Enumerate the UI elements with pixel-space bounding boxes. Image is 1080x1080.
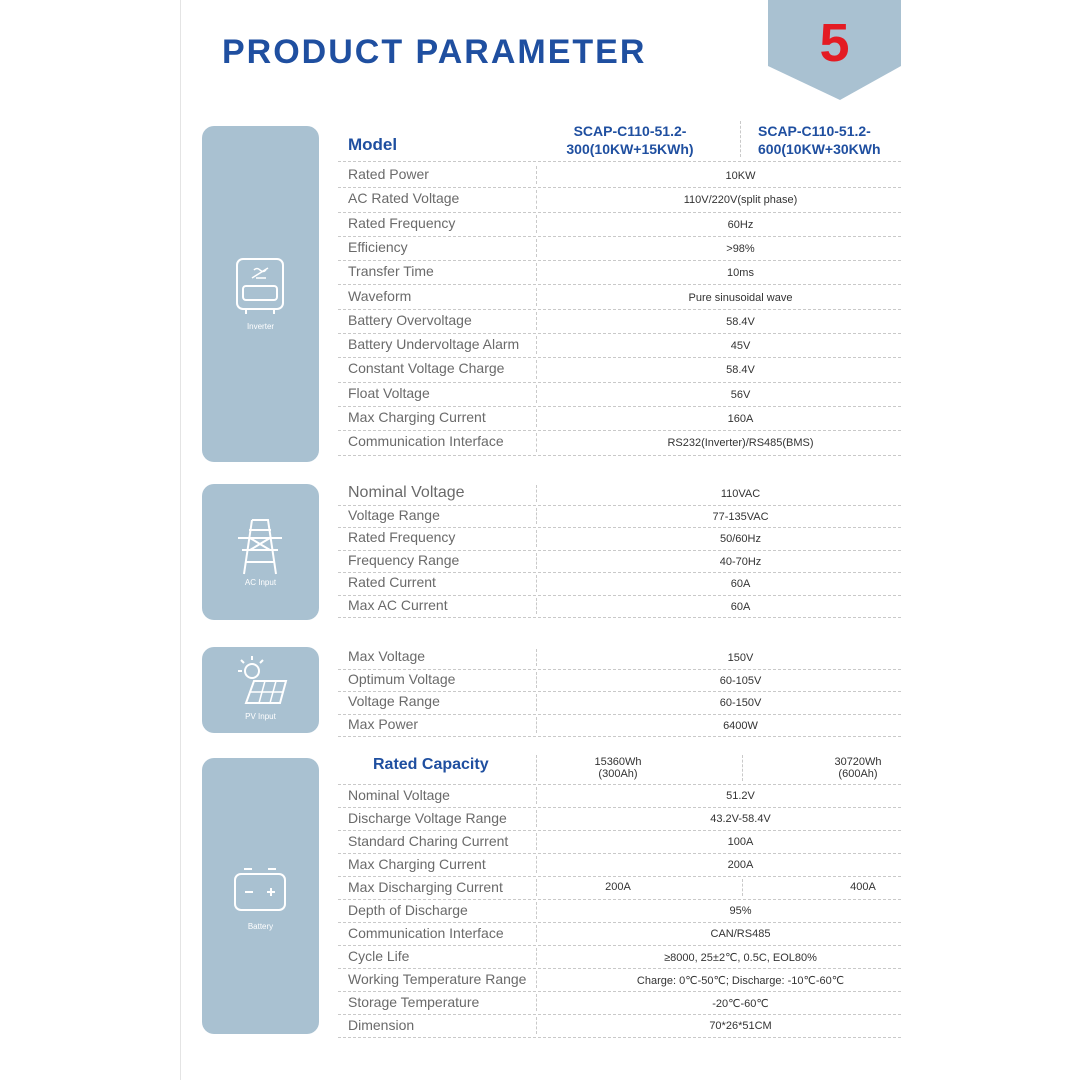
row-divider [536, 649, 537, 666]
table-row [338, 236, 901, 261]
row-value: 60Hz [727, 218, 754, 231]
page-number-badge [768, 0, 901, 100]
row-divider [536, 239, 537, 257]
model-2 [758, 122, 901, 158]
table-row [338, 260, 901, 285]
row-value: 51.2V [726, 790, 755, 802]
inverter-icon [232, 256, 288, 316]
battery-icon [232, 864, 288, 916]
row-divider [536, 508, 537, 525]
row-value: 60A [730, 578, 751, 590]
capacity-divider-mid [742, 755, 743, 781]
model-label: Model [348, 135, 398, 154]
row-label: AC Rated Voltage [348, 190, 460, 207]
row-value: 58.4V [726, 315, 755, 328]
row-label: Rated Frequency [348, 214, 456, 231]
row-divider [536, 925, 537, 942]
table-row [338, 285, 901, 310]
table-row [338, 430, 901, 455]
table-row [338, 406, 901, 431]
row-value: CAN/RS485 [710, 928, 771, 940]
battery-caption: Battery [247, 922, 274, 931]
row-divider [536, 694, 537, 711]
row-value: 10KW [725, 170, 756, 182]
row-value: RS232(Inverter)/RS485(BMS) [667, 437, 814, 450]
row-divider [536, 166, 537, 184]
table-row [338, 807, 901, 831]
table-row [338, 212, 901, 237]
row-label: Nominal Voltage [348, 787, 450, 803]
row-divider [536, 787, 537, 804]
capacity-divider-left [536, 755, 537, 781]
row-divider [536, 717, 537, 734]
row-divider [536, 948, 537, 965]
ac-input-caption: AC Input [244, 578, 277, 587]
row-divider [536, 263, 537, 281]
capacity-2 [818, 756, 898, 780]
capacity-2-line1: 30720Wh [834, 756, 882, 768]
row-value: -20℃-60℃ [712, 998, 769, 1010]
row-divider [536, 1017, 537, 1034]
table-row [338, 945, 901, 969]
table-row [338, 505, 901, 529]
table-row [338, 357, 901, 382]
row-divider [536, 879, 537, 896]
row-value: 150V [727, 652, 754, 664]
row-label: Max Power [348, 715, 419, 732]
row-value: 50/60Hz [720, 533, 761, 545]
row-label: Storage Temperature [348, 994, 480, 1010]
row-value: 6400W [723, 719, 758, 732]
row-divider [536, 485, 537, 502]
inverter-caption: Inverter [246, 322, 275, 331]
solar-panel-icon [232, 653, 288, 709]
row-label: Optimum Voltage [348, 670, 456, 687]
row-label: Nominal Voltage [348, 484, 465, 501]
model-divider [740, 121, 741, 157]
row-divider [536, 598, 537, 615]
row-divider [536, 902, 537, 919]
row-label: Battery Undervoltage Alarm [348, 336, 520, 353]
battery-table [338, 752, 901, 1040]
capacity-header-row [338, 752, 901, 785]
row-divider [536, 971, 537, 988]
table-row [338, 482, 901, 506]
table-row [338, 187, 901, 212]
row-value: 77-135VAC [712, 510, 769, 523]
pv-input-caption: PV Input [245, 712, 276, 721]
rated-capacity-label: Rated Capacity [373, 756, 489, 773]
page-margin-line [180, 0, 181, 1080]
table-row [338, 572, 901, 596]
row-value: 160A [727, 413, 754, 425]
model-header-row [338, 118, 901, 162]
row-value-1: 200A [605, 881, 631, 893]
row-label: Dimension [348, 1017, 415, 1033]
table-row [338, 669, 901, 693]
row-label: Max Charging Current [348, 409, 486, 425]
row-label: Frequency Range [348, 551, 460, 568]
row-label: Transfer Time [348, 263, 434, 280]
row-label: Rated Frequency [348, 529, 456, 545]
table-row [338, 853, 901, 877]
row-label: Cycle Life [348, 948, 410, 964]
row-label: Rated Power [348, 166, 429, 182]
row-divider [536, 810, 537, 827]
table-row [338, 922, 901, 946]
table-row [338, 691, 901, 715]
table-row [338, 1014, 901, 1038]
row-divider [536, 672, 537, 689]
model-2-line2: 600(10KW+30KWh [758, 141, 881, 157]
row-value: 58.4V [726, 364, 755, 377]
row-value: 95% [729, 905, 752, 917]
capacity-2-line2: (600Ah) [838, 768, 878, 780]
row-divider [536, 856, 537, 873]
row-value: 60-150V [719, 697, 762, 709]
row-value: 60A [730, 600, 751, 613]
capacity-1 [578, 756, 658, 780]
table-row [338, 163, 901, 188]
row-divider [536, 336, 537, 354]
page-number: 5 [819, 13, 850, 73]
row-divider [536, 433, 537, 451]
model-1 [560, 122, 700, 158]
row-value: 200A [727, 859, 754, 871]
table-row [338, 382, 901, 407]
inverter-table [338, 118, 901, 464]
pv-input-card [202, 647, 319, 733]
table-row [338, 595, 901, 619]
row-divider [536, 360, 537, 378]
row-value: 43.2V-58.4V [710, 813, 771, 825]
table-row [338, 550, 901, 574]
row-divider [536, 833, 537, 850]
row-label: Communication Interface [348, 925, 504, 941]
row-value: 56V [730, 388, 751, 401]
ac-input-table [338, 482, 901, 622]
table-row [338, 527, 901, 551]
ac-input-card [202, 484, 319, 620]
row-divider [536, 385, 537, 403]
row-divider [536, 190, 537, 208]
row-label: Rated Current [348, 574, 436, 590]
row-label: Voltage Range [348, 693, 440, 709]
table-row [338, 309, 901, 334]
battery-card [202, 758, 319, 1034]
row-divider [536, 994, 537, 1011]
model-1-line1: SCAP-C110-51.2- [573, 123, 687, 139]
row-value: 45V [730, 340, 751, 353]
pv-input-table [338, 646, 901, 736]
table-row [338, 714, 901, 738]
row-value: 60-105V [719, 674, 762, 687]
row-label: Efficiency [348, 238, 408, 255]
row-divider [536, 553, 537, 570]
table-row [338, 899, 901, 923]
row-value: Pure sinusoidal wave [688, 291, 793, 304]
transmission-tower-icon [232, 516, 288, 576]
row-value: 10ms [727, 267, 754, 280]
row-label: Depth of Discharge [348, 902, 468, 918]
page-title: PRODUCT PARAMETER [222, 33, 647, 71]
row-value: ≥8000, 25±2℃, 0.5C, EOL80% [664, 952, 817, 964]
table-row [338, 646, 901, 670]
row-label: Max AC Current [348, 596, 448, 613]
capacity-1-line2: (300Ah) [598, 768, 638, 780]
row-label: Discharge Voltage Range [348, 810, 507, 826]
row-value: Charge: 0℃-50℃; Discharge: -10℃-60℃ [636, 975, 845, 987]
row-label: Float Voltage [348, 384, 430, 401]
table-row [338, 968, 901, 992]
row-divider [536, 409, 537, 427]
row-divider [536, 215, 537, 233]
row-value: 110V/220V(split phase) [683, 194, 798, 207]
row-value-2: 400A [850, 881, 876, 893]
row-label: Working Temperature Range [348, 971, 527, 987]
table-row [338, 830, 901, 854]
row-divider [536, 530, 537, 547]
row-divider-mid [742, 879, 743, 896]
row-value: 70*26*51CM [709, 1020, 772, 1032]
inverter-card [202, 126, 319, 462]
row-label: Communication Interface [348, 433, 504, 450]
row-value: >98% [726, 242, 755, 255]
row-label: Standard Charing Current [348, 833, 509, 849]
row-label: Max Charging Current [348, 856, 486, 872]
row-value: 40-70Hz [719, 555, 762, 568]
model-2-line1: SCAP-C110-51.2- [758, 123, 871, 139]
row-label: Battery Overvoltage [348, 311, 472, 328]
model-1-line2: 300(10KW+15KWh) [566, 141, 694, 157]
row-value: 110VAC [720, 488, 761, 500]
table-row [338, 991, 901, 1015]
table-row [338, 333, 901, 358]
row-value: 100A [727, 836, 754, 848]
row-label: Max Voltage [348, 648, 426, 664]
row-label: Voltage Range [348, 506, 440, 523]
row-label: Max Discharging Current [348, 879, 503, 895]
row-label: Waveform [348, 287, 412, 304]
table-row [338, 784, 901, 808]
row-divider [536, 288, 537, 306]
capacity-1-line1: 15360Wh [594, 756, 642, 768]
row-divider [536, 575, 537, 592]
table-row [338, 876, 901, 900]
row-label: Constant Voltage Charge [348, 360, 505, 377]
row-divider [536, 312, 537, 330]
